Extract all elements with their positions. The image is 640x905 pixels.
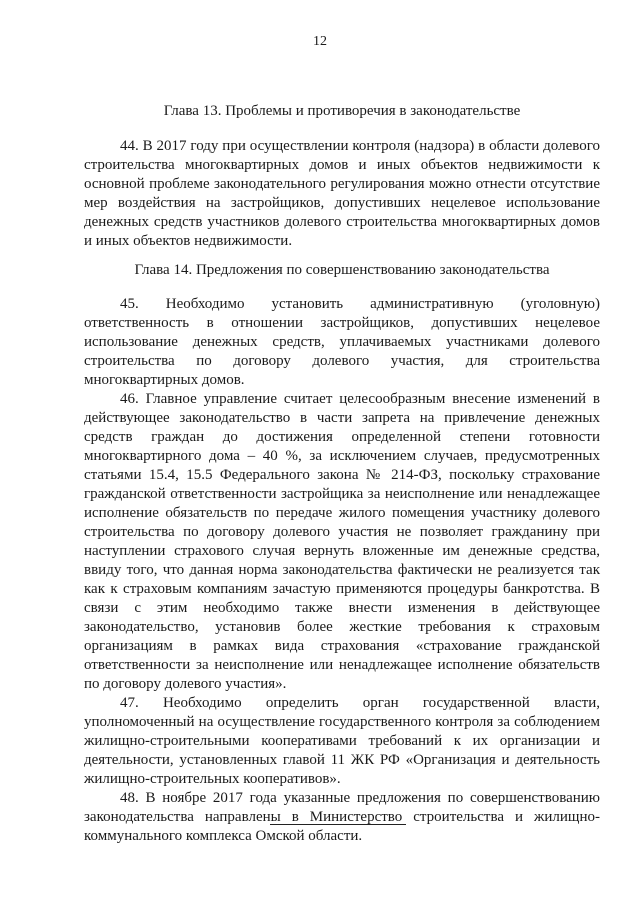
paragraph-44: 44. В 2017 году при осуществлении контроля (надзора) в области долевого строительства многоквартирных домов и иных объектов недвижимости к основной проблеме законодательного регулирования можно отнести отсутствие мер воздействия на застройщиков, допустивших нецелевое использование денежных средств участников долевого строительства многоквартирных домов и иных объектов недвижимости. (84, 138, 600, 249)
page-number: 12 (313, 34, 327, 49)
paragraph-48: 48. В ноябре 2017 года указанные предложения по совершенствованию законодательства направлены в Министерство строительства и жилищно-коммунального комплекса Омской области. (84, 790, 600, 844)
chapter-13-title: Глава 13. Проблемы и противоречия в законодательстве (163, 103, 521, 119)
paragraph-47: 47. Необходимо определить орган государственной власти, уполномоченный на осуществление государственного контроля за соблюдением жилищно-строительными кооперативами требований к их организации и деятельности, установленных главой 11 ЖК РФ «Организация и деятельность жилищно-строительных кооперативов». (84, 695, 600, 787)
end-rule (270, 824, 406, 825)
chapter-14-body (84, 295, 600, 846)
chapter-14-title: Глава 14. Предложения по совершенствованию законодательства (134, 262, 550, 278)
paragraph-46: 46. Главное управление считает целесообразным внесение изменений в действующее законодательство в части запрета на привлечение денежных средств граждан до достижения определенной степени готовности многоквартирного дома – 40 %, за исключением случаев, предусмотренных статьями 15.4, 15.5 Федерального закона № 214-ФЗ, поскольку страхование гражданской ответственности застройщика за неисполнение или ненадлежащее исполнение обязательств по передаче жилого помещения участнику долевого строительства по договору долевого участия не позволяет гражданину при наступлении страхового случая вернуть вложенные им денежные средства, ввиду того, что данная норма законодательства фактически не реализуется так как к страховым компаниям зачастую применяются процедуры банкротства. В связи с этим необходимо также внести изменения в действующее законодательство, установив более жесткие требования к страховым организациям в рамках вида страхования «страхование гражданской ответственности за неисполнение или ненадлежащее исполнение обязательств по договору долевого участия». (84, 391, 600, 692)
chapter-13-body (84, 137, 600, 251)
paragraph-45: 45. Необходимо установить административную (уголовную) ответственность в отношении застройщиков, допустивших нецелевое использование денежных средств, уплачиваемых участниками долевого строительства по договору долевого участия, для строительства многоквартирных домов. (84, 296, 600, 388)
